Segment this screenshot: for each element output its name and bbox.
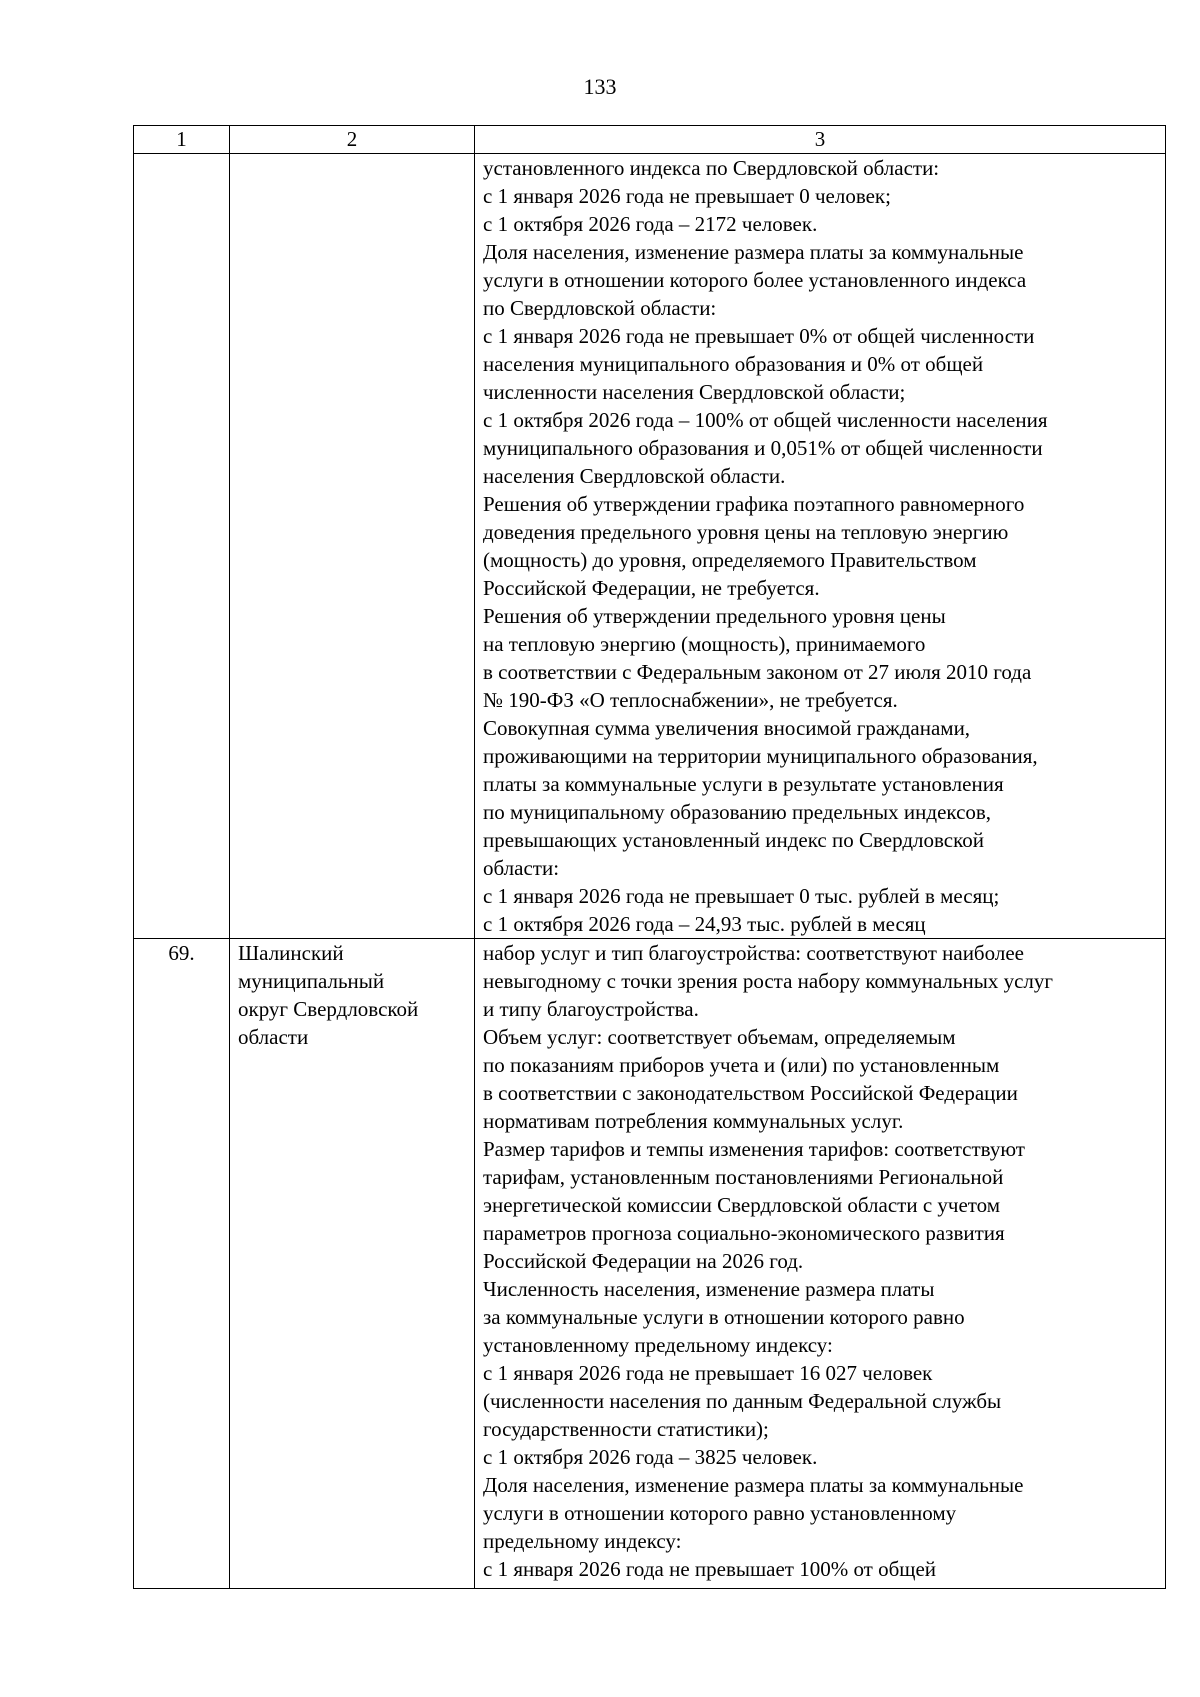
text-line: услуги в отношении которого более установленного индекса (483, 268, 1027, 292)
text-line: № 190-ФЗ «О теплоснабжении», не требуется. (483, 688, 898, 712)
text-line: с 1 января 2026 года не превышает 0 тыс. рублей в месяц; (483, 884, 1000, 908)
text-line: в соответствии с Федеральным законом от 27 июля 2010 года (483, 660, 1032, 684)
text-line: Шалинский (238, 941, 344, 965)
text-line: с 1 октября 2026 года – 3825 человек. (483, 1445, 818, 1469)
text-line: в соответствии с законодательством Российской Федерации (483, 1081, 1018, 1105)
text-line: установленному предельному индексу: (483, 1333, 833, 1357)
description-cell (475, 939, 1166, 1589)
text-line: с 1 октября 2026 года – 2172 человек. (483, 212, 818, 236)
text-line: платы за коммунальные услуги в результате установления (483, 772, 1004, 796)
text-line: (мощность) до уровня, определяемого Правительством (483, 548, 977, 572)
text-line: энергетической комиссии Свердловской области с учетом (483, 1193, 1001, 1217)
text-line: установленного индекса по Свердловской области: (483, 156, 940, 180)
text-line: области (238, 1025, 309, 1049)
text-line: Решения об утверждении предельного уровня цены (483, 604, 946, 628)
text-line: с 1 января 2026 года не превышает 16 027 человек (483, 1361, 933, 1385)
text-line: Совокупная сумма увеличения вносимой гражданами, (483, 716, 971, 740)
text-line: (численности населения по данным Федеральной службы (483, 1389, 1002, 1413)
text-line: на тепловую энергию (мощность), принимаемого (483, 632, 926, 656)
municipality-name-cell (230, 154, 475, 939)
table-row (134, 939, 1166, 1589)
text-line: тарифам, установленным постановлениями Региональной (483, 1165, 1004, 1189)
text-line: с 1 октября 2026 года – 100% от общей численности населения (483, 408, 1048, 432)
text-line: Размер тарифов и темпы изменения тарифов: соответствуют (483, 1137, 1025, 1161)
text-line: Российской Федерации, не требуется. (483, 576, 820, 600)
document-table (133, 125, 1166, 1589)
text-line: Российской Федерации на 2026 год. (483, 1249, 804, 1273)
text-line: Численность населения, изменение размера платы (483, 1277, 935, 1301)
text-line: и типу благоустройства. (483, 997, 699, 1021)
text-line: Доля населения, изменение размера платы за коммунальные (483, 240, 1024, 264)
text-line: по Свердловской области: (483, 296, 717, 320)
text-line: государственности статистики); (483, 1417, 769, 1441)
table-row (134, 154, 1166, 939)
text-line: Доля населения, изменение размера платы за коммунальные (483, 1473, 1024, 1497)
text-line: муниципальный (238, 969, 385, 993)
text-line: невыгодному с точки зрения роста набору коммунальных услуг (483, 969, 1054, 993)
text-line: муниципального образования и 0,051% от общей численности (483, 436, 1043, 460)
text-line: округ Свердловской (238, 997, 419, 1021)
text-line: превышающих установленный индекс по Свердловской (483, 828, 984, 852)
text-line: доведения предельного уровня цены на тепловую энергию (483, 520, 1009, 544)
text-line: с 1 января 2026 года не превышает 0% от общей численности (483, 324, 1035, 348)
text-line: услуги в отношении которого равно установленному (483, 1501, 957, 1525)
text-line: проживающими на территории муниципального образования, (483, 744, 1038, 768)
header-col-1: 1 (134, 126, 230, 154)
text-line: с 1 января 2026 года не превышает 100% от общей (483, 1557, 937, 1581)
text-line: населения Свердловской области. (483, 464, 786, 488)
text-line: по муниципальному образованию предельных индексов, (483, 800, 992, 824)
text-line: населения муниципального образования и 0% от общей (483, 352, 984, 376)
text-line: параметров прогноза социально-экономического развития (483, 1221, 1005, 1245)
page-number: 133 (583, 74, 617, 99)
row-number-cell: 69. (134, 939, 230, 1589)
text-line: численности населения Свердловской области; (483, 380, 906, 404)
text-line: предельному индексу: (483, 1529, 682, 1553)
header-col-2: 2 (230, 126, 475, 154)
table-header-row (134, 126, 1166, 154)
header-col-3: 3 (475, 126, 1166, 154)
row-number-cell (134, 154, 230, 939)
text-line: Объем услуг: соответствует объемам, определяемым (483, 1025, 956, 1049)
text-line: Решения об утверждении графика поэтапного равномерного (483, 492, 1025, 516)
text-line: с 1 января 2026 года не превышает 0 человек; (483, 184, 891, 208)
text-line: за коммунальные услуги в отношении которого равно (483, 1305, 965, 1329)
text-line: по показаниям приборов учета и (или) по установленным (483, 1053, 1000, 1077)
text-line: области: (483, 856, 560, 880)
municipality-name-cell (230, 939, 475, 1589)
description-cell (475, 154, 1166, 939)
text-line: с 1 октября 2026 года – 24,93 тыс. рублей в месяц (483, 912, 926, 936)
text-line: нормативам потребления коммунальных услуг. (483, 1109, 904, 1133)
text-line: набор услуг и тип благоустройства: соответствуют наиболее (483, 941, 1024, 965)
